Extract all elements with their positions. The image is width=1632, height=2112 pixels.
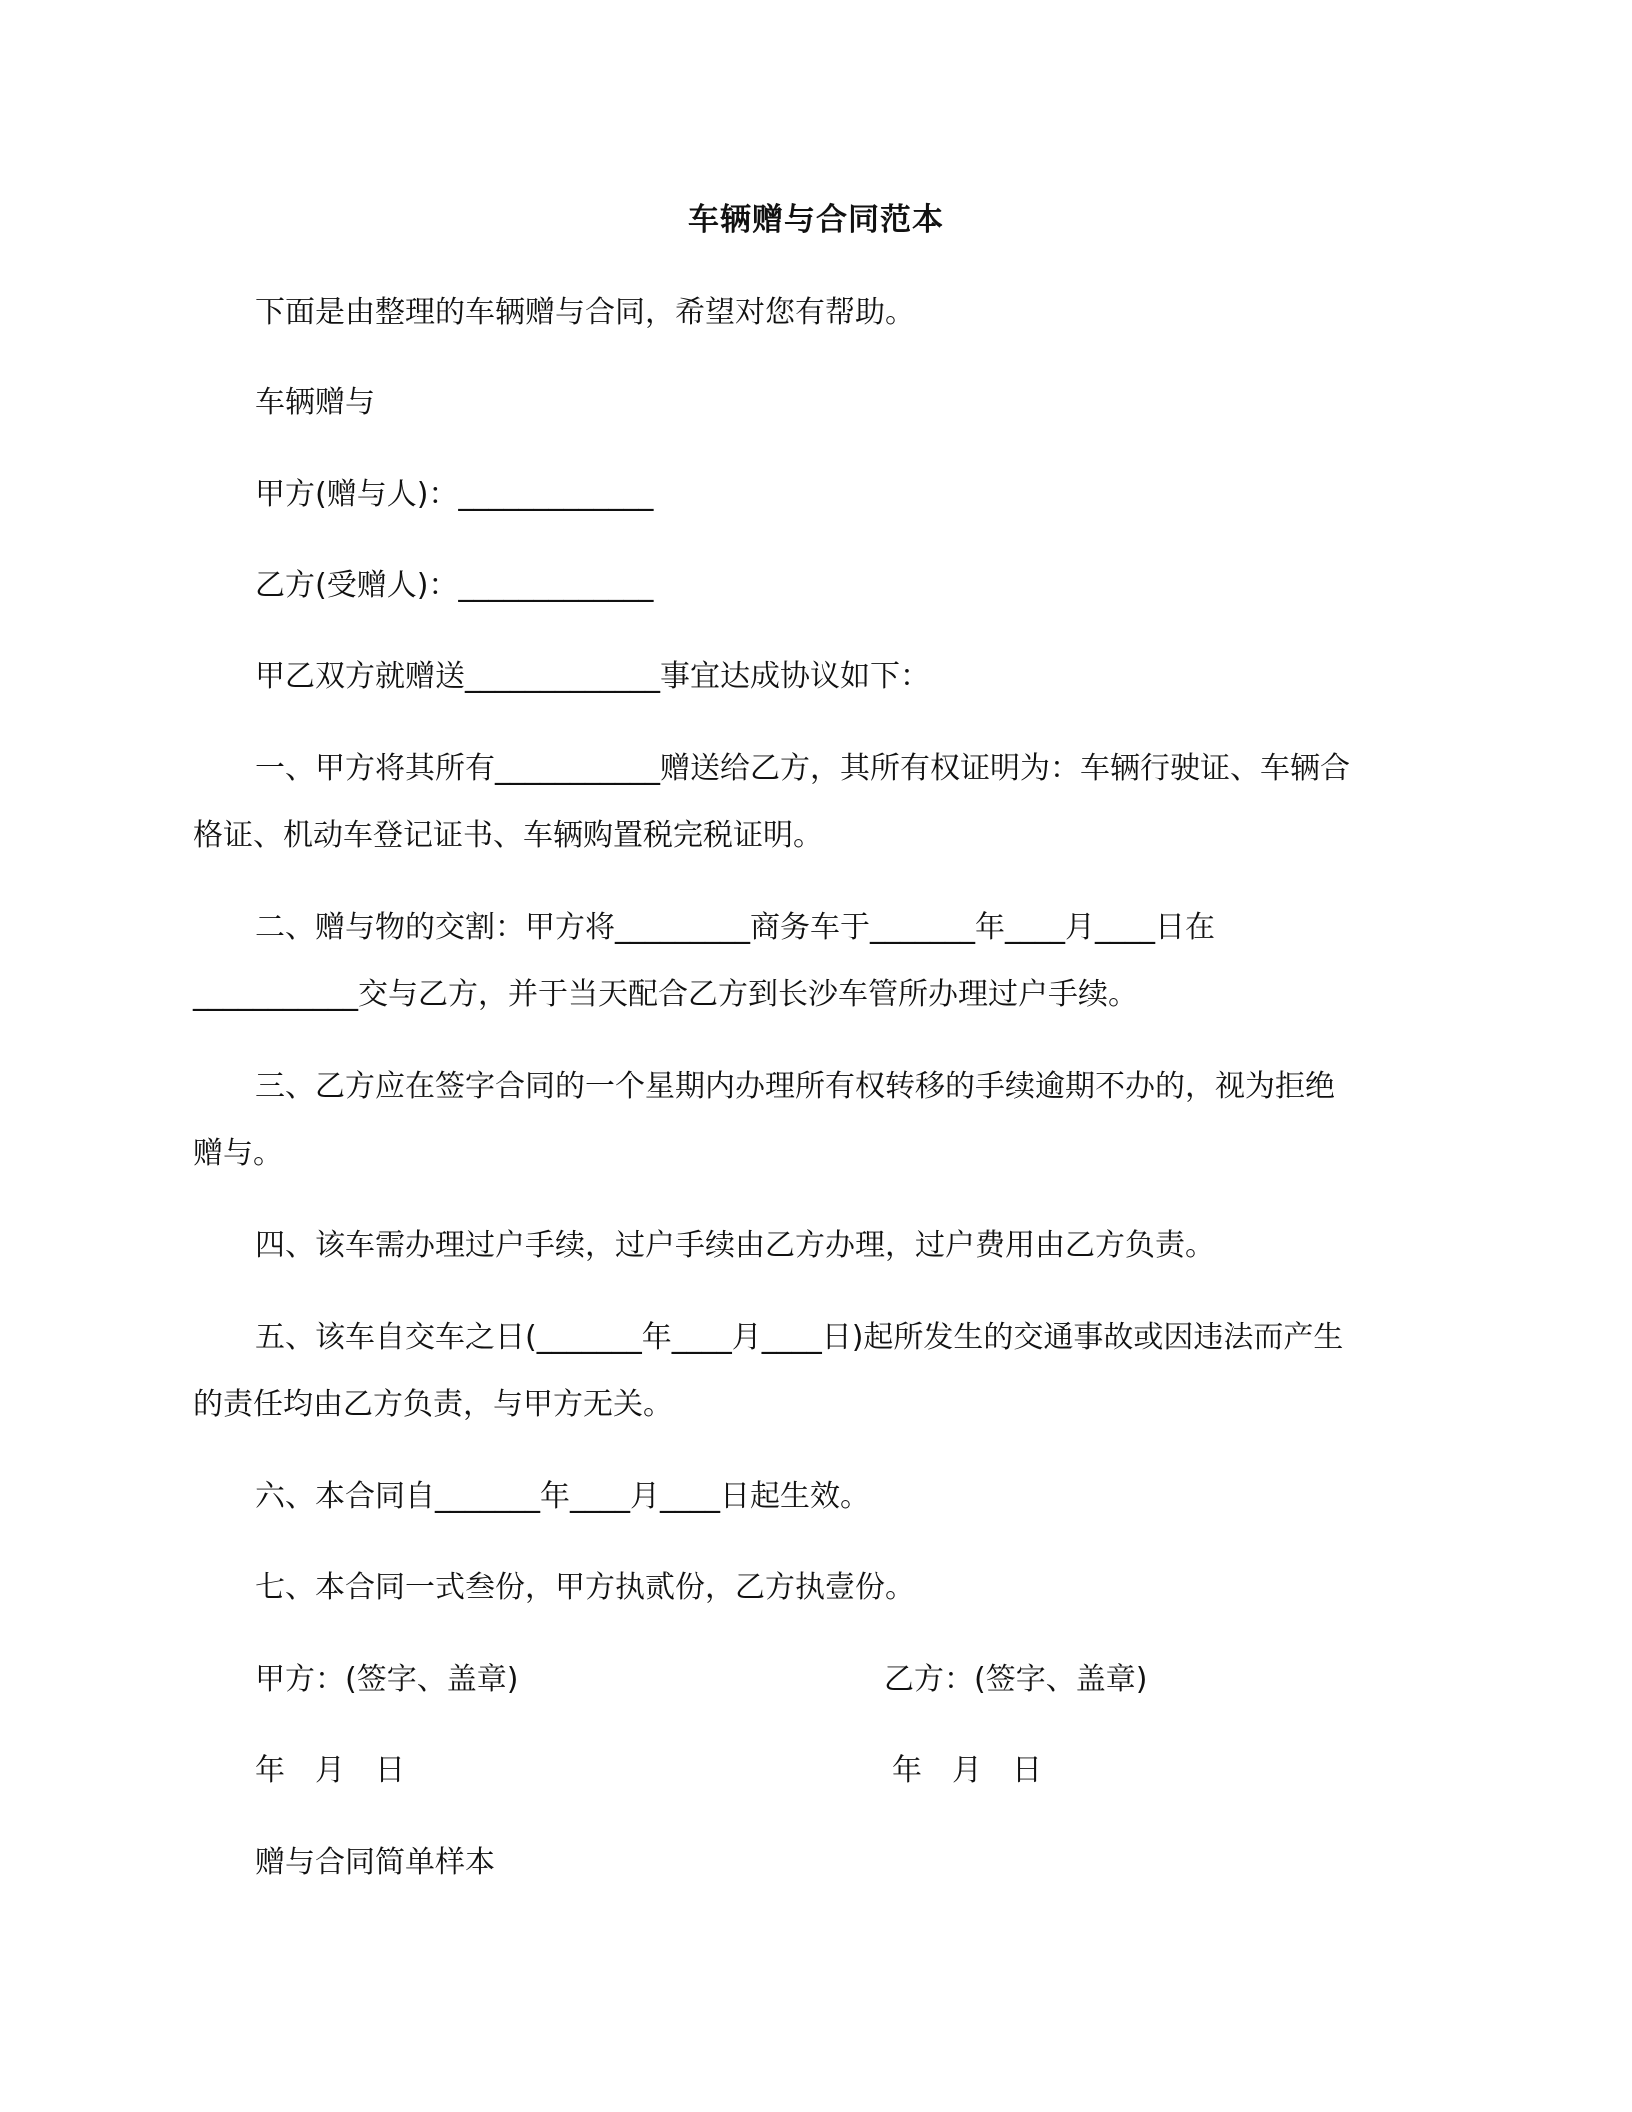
clause-3-line-1: 三、乙方应在签字合同的一个星期内办理所有权转移的手续逾期不办的，视为拒绝 [255,1069,1335,1104]
clause-6: 六、本合同自_______年____月____日起生效。 [255,1479,870,1514]
agreement-line: 甲乙双方就赠送_____________事宜达成协议如下： [255,659,930,694]
signature-party-b: 乙方：(签字、盖章) [884,1662,1148,1697]
party-b-line: 乙方(受赠人)：_____________ [255,568,654,603]
clause-5-line-1: 五、该车自交车之日(_______年____月____日)起所发生的交通事故或因违法而产生 [255,1320,1344,1355]
clause-2-line-1: 二、赠与物的交割：甲方将_________商务车于_______年____月____日在 [255,910,1215,945]
clause-3-line-2: 赠与。 [193,1136,283,1171]
clause-4: 四、该车需办理过户手续，过户手续由乙方办理，过户费用由乙方负责。 [255,1228,1215,1263]
subheading: 车辆赠与 [255,385,375,420]
clause-5-line-2: 的责任均由乙方负责，与甲方无关。 [193,1387,673,1422]
next-section-heading: 赠与合同简单样本 [255,1845,495,1880]
clause-1-line-1: 一、甲方将其所有___________赠送给乙方，其所有权证明为：车辆行驶证、车辆合 [255,751,1350,786]
clause-2-line-2: ___________交与乙方，并于当天配合乙方到长沙车管所办理过户手续。 [193,977,1138,1012]
party-a-line: 甲方(赠与人)：_____________ [255,477,654,512]
document-title: 车辆赠与合同范本 [688,202,944,238]
clause-1-line-2: 格证、机动车登记证书、车辆购置税完税证明。 [193,818,823,853]
intro-paragraph: 下面是由整理的车辆赠与合同，希望对您有帮助。 [255,295,915,330]
date-party-b: 年 月 日 [892,1753,1042,1788]
date-party-a: 年 月 日 [255,1753,405,1788]
signature-party-a: 甲方：(签字、盖章) [255,1662,519,1697]
clause-7: 七、本合同一式叁份，甲方执贰份，乙方执壹份。 [255,1570,915,1605]
